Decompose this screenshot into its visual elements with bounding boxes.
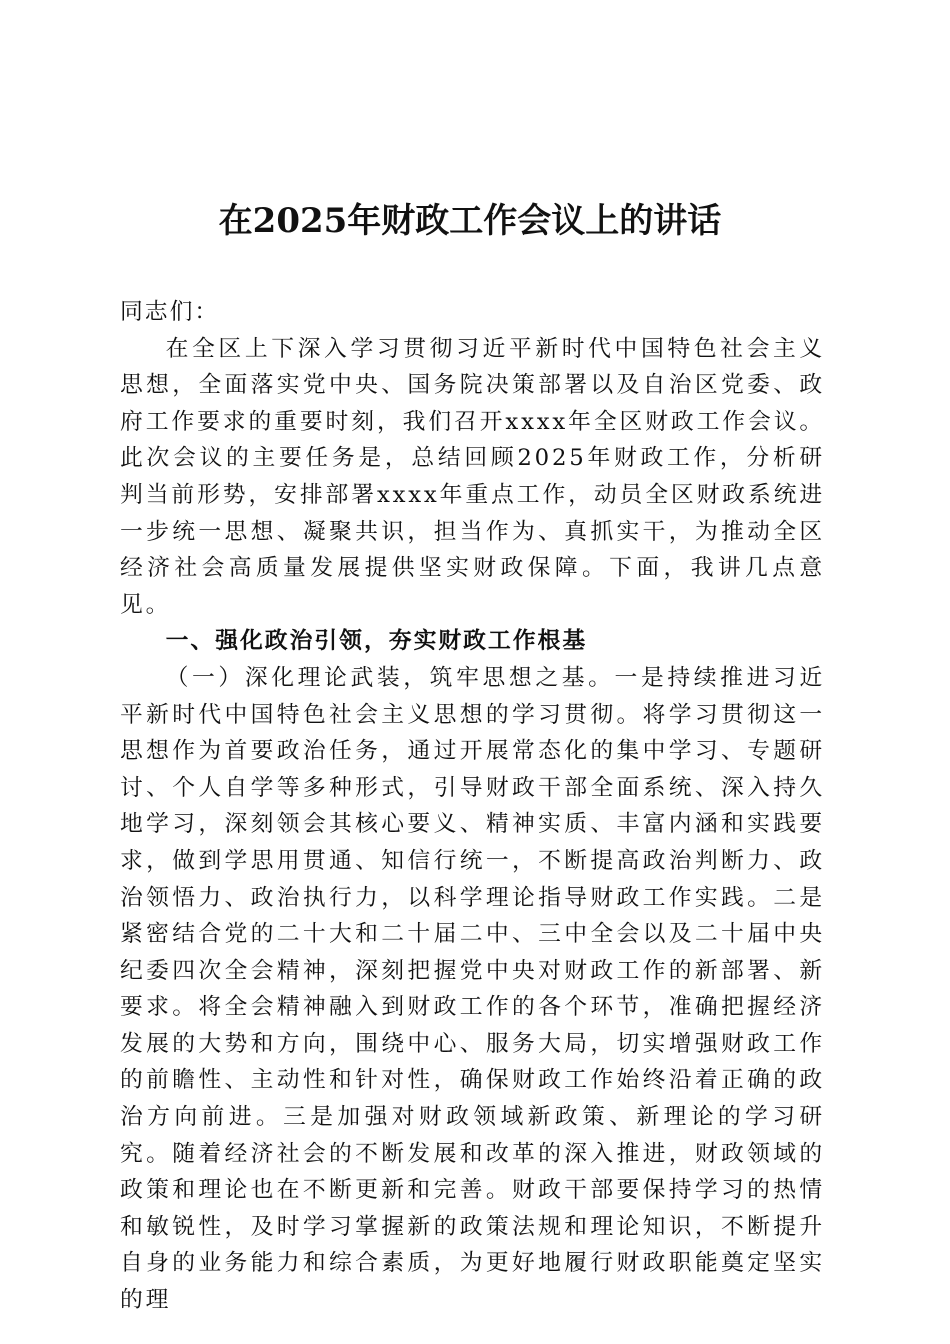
salutation: 同志们： [120,299,220,325]
intro-paragraph: 在全区上下深入学习贯彻习近平新时代中国特色社会主义思想，全面落实党中央、国务院决策部署以及自治区党委、政府工作要求的重要时刻，我们召开xxxx年全区财政工作会议。此次会议的主要任务是，总结回顾2025年财政工作，分析研判当前形势，安排部署xxxx年重点工作，动员全区财政系统进一步统一思想、凝聚共识，担当作为、真抓实干，为推动全区经济社会高质量发展提供坚实财政保障。下面，我讲几点意见。 [120,335,825,618]
section-heading-1: 一、强化政治引领，夯实财政工作根基 [165,628,588,655]
page-title: 在2025年财政工作会议上的讲话 [218,201,722,241]
section-1-paragraph-1: （一）深化理论武装，筑牢思想之基。一是持续推进习近平新时代中国特色社会主义思想的学习贯彻。将学习贯彻这一思想作为首要政治任务，通过开展常态化的集中学习、专题研讨、个人自学等多种形式，引导财政干部全面系统、深入持久地学习，深刻领会其核心要义、精神实质、丰富内涵和实践要求，做到学思用贯通、知信行统一，不断提高政治判断力、政治领悟力、政治执行力，以科学理论指导财政工作实践。二是紧密结合党的二十大和二十届二中、三中全会以及二十届中央纪委四次全会精神，深刻把握党中央对财政工作的新部署、新要求。将全会精神融入到财政工作的各个环节，准确把握经济发展的大势和方向，围绕中心、服务大局，切实增强财政工作的前瞻性、主动性和针对性，确保财政工作始终沿着正确的政治方向前进。三是加强对财政领域新政策、新理论的学习研究。随着经济社会的不断发展和改革的深入推进，财政领域的政策和理论也在不断更新和完善。财政干部要保持学习的热情和敏锐性，及时学习掌握新的政策法规和理论知识，不断提升自身的业务能力和综合素质，为更好地履行财政职能奠定坚实的理 [120,664,825,1314]
document-body [120,294,825,1319]
